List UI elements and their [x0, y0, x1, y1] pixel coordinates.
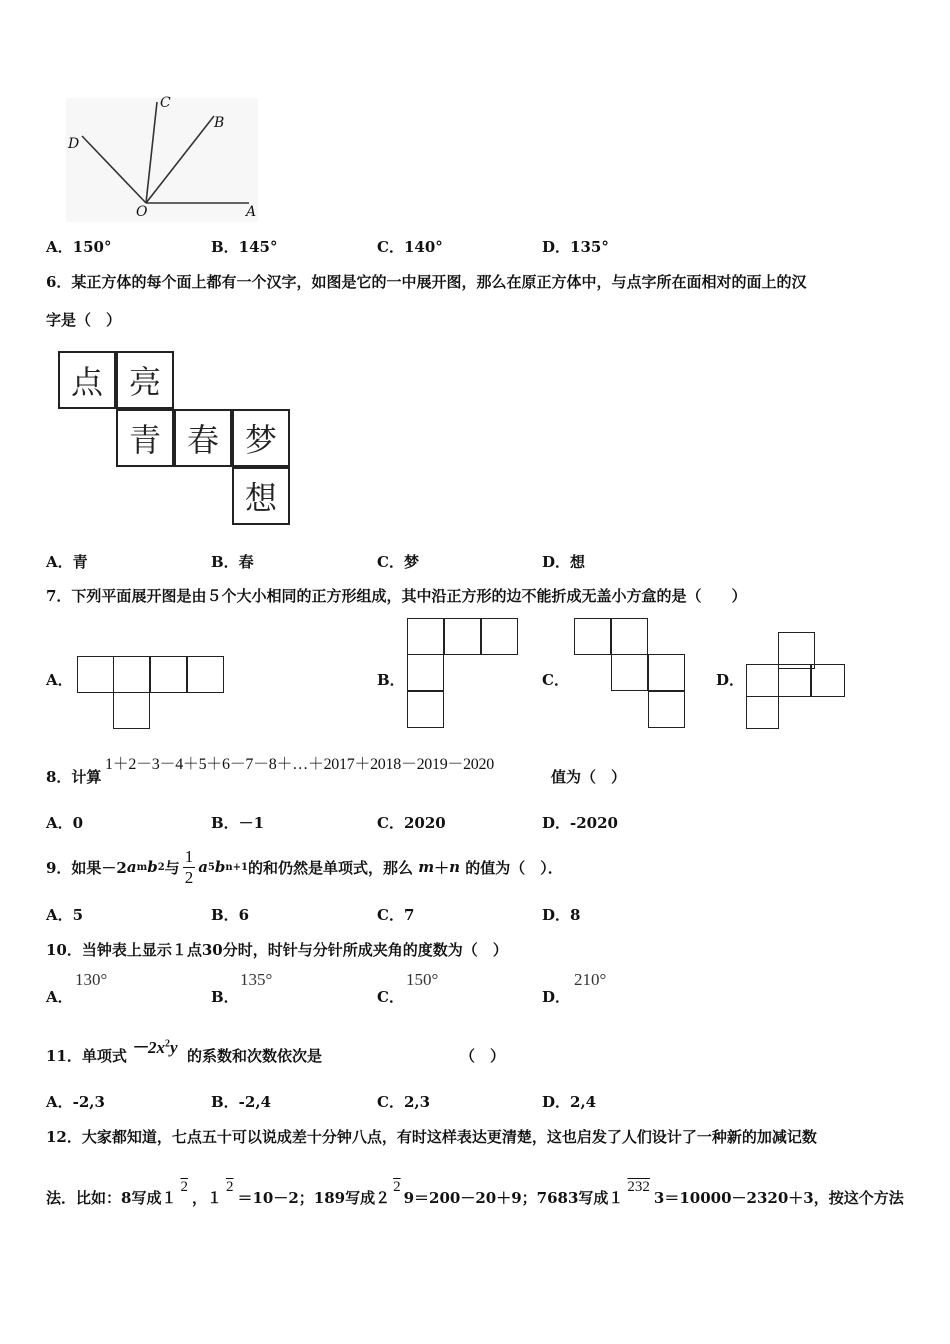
net-square — [407, 654, 444, 691]
net-square — [407, 691, 444, 728]
q11-expr-exp: 2 — [165, 1038, 170, 1050]
q12-bar-digit: 2 — [393, 1179, 401, 1195]
q9-suffix: 的值为（ ）． — [465, 858, 563, 877]
net-square — [187, 656, 224, 693]
q11-suffix: 的系数和次数依次是 — [187, 1047, 323, 1065]
net-square — [611, 654, 648, 691]
q8-expression: 1＋2－3－4＋5＋6－7－8＋…＋2017＋2018－2019－2020 — [105, 756, 494, 773]
q11-expression — [131, 1033, 178, 1058]
net-cell-meng: 梦 — [232, 409, 290, 467]
angle-figure-svg — [66, 98, 258, 222]
q9-question — [46, 845, 563, 889]
q9-var-m: m — [418, 858, 435, 876]
net-square — [574, 618, 611, 655]
q6-text-line1: 6．某正方体的每个面上都有一个汉字，如图是它的一中展开图，那么在原正方体中，与点字所在面相对的面上的汉 — [46, 273, 807, 291]
net-square — [746, 664, 779, 697]
q9-term1-exp: m — [136, 861, 148, 873]
net-square — [444, 618, 481, 655]
net-square — [150, 656, 187, 693]
net-square — [77, 656, 114, 693]
q8-prefix: 8．计算 — [46, 768, 102, 786]
net-square — [481, 618, 518, 655]
q12-bar-digits: 232 — [627, 1179, 650, 1195]
q6-option-d[interactable]: D．想 — [542, 553, 586, 571]
q11-option-c[interactable]: C．2,3 — [377, 1093, 431, 1111]
net-cell-liang: 亮 — [116, 351, 174, 409]
q12-line2 — [46, 1179, 904, 1208]
net-square — [746, 696, 779, 729]
q9-term2: a — [198, 858, 208, 876]
q7-text: 7．下列平面展开图是由５个大小相同的正方形组成，其中沿正方形的边不能折成无盖小方盒的是（ ） — [46, 587, 747, 605]
q12-part-a: 法．比如：8写成１ — [46, 1189, 177, 1207]
q11-option-b[interactable]: B．-2,4 — [211, 1093, 272, 1111]
q11-paren: （ ） — [460, 1047, 506, 1065]
q5-option-d[interactable]: D．135° — [542, 238, 609, 256]
q9-frac-num: 1 — [184, 846, 194, 866]
q12-part-c: ＝10－2；189写成２ — [237, 1189, 391, 1207]
q11-option-d[interactable]: D．2,4 — [542, 1093, 597, 1111]
q8-suffix: 值为（ ） — [551, 768, 627, 786]
q9-term1: a — [126, 858, 137, 876]
net-cell-dian: 点 — [58, 351, 116, 409]
net-cell-xiang: 想 — [232, 467, 290, 525]
net-cell-qing: 青 — [116, 409, 174, 467]
net-square — [778, 664, 811, 697]
q9-frac-den: 2 — [184, 867, 194, 887]
q9-plus: ＋ — [434, 858, 450, 877]
net-square — [407, 618, 444, 655]
q10-option-c-value: 150° — [406, 970, 439, 989]
q12-part-b: ，１ — [191, 1189, 222, 1207]
q9-prefix: 9．如果－2 — [46, 858, 127, 877]
q10-option-a-value: 130° — [75, 970, 108, 989]
q9-fraction — [183, 847, 196, 888]
q9-term1b-exp: 2 — [157, 861, 165, 873]
net-square — [811, 664, 845, 697]
net-square — [611, 618, 648, 655]
q8-option-b[interactable]: B．－1 — [211, 814, 265, 832]
q12-part-e: 3＝10000－2320＋3，按这个方法 — [653, 1189, 904, 1207]
angle-figure — [66, 95, 258, 222]
q10-option-d-label[interactable]: D． — [542, 988, 571, 1006]
label-b: B — [214, 115, 225, 131]
q9-mid: 的和仍然是单项式，那么 — [248, 858, 414, 877]
q6-text-line2: 字是（ ） — [46, 311, 122, 329]
q7-option-b-label[interactable]: B． — [377, 671, 405, 689]
q12-bar-digit: 2 — [180, 1179, 188, 1195]
q7-option-d-label[interactable]: D． — [716, 671, 745, 689]
q9-option-a[interactable]: A．5 — [46, 906, 84, 924]
label-a: A — [246, 204, 257, 220]
q9-term1b: b — [147, 858, 158, 876]
q10-option-b-value: 135° — [240, 970, 273, 989]
q5-option-a[interactable]: A．150° — [46, 238, 112, 256]
label-c: C — [160, 95, 171, 111]
q10-option-b-label[interactable]: B． — [211, 988, 239, 1006]
q11-prefix: 11．单项式 — [46, 1047, 127, 1065]
q10-text: 10．当钟表上显示１点30分时，时针与分针所成夹角的度数为（ ） — [46, 941, 508, 959]
net-cell-chun: 春 — [174, 409, 232, 467]
net-square — [648, 654, 685, 691]
q9-option-d[interactable]: D．8 — [542, 906, 581, 924]
q11-option-a[interactable]: A．-2,3 — [46, 1093, 105, 1111]
q7-option-a-label[interactable]: A． — [46, 671, 73, 689]
q6-option-b[interactable]: B．春 — [211, 553, 254, 571]
q12-line1: 12．大家都知道，七点五十可以说成差十分钟八点，有时这样表达更清楚，这也启发了人们设计了一种新的加减记数 — [46, 1128, 817, 1146]
q10-option-c-label[interactable]: C． — [377, 988, 404, 1006]
net-square — [648, 691, 685, 728]
q9-term2b: b — [214, 858, 226, 876]
q9-option-c[interactable]: C．7 — [377, 906, 415, 924]
q5-option-b[interactable]: B．145° — [211, 238, 278, 256]
q6-option-a[interactable]: A．青 — [46, 553, 88, 571]
q9-term2b-exp: n+1 — [225, 861, 248, 873]
q12-part-d: 9＝200－20＋9；7683写成１ — [403, 1189, 624, 1207]
q5-option-c[interactable]: C．140° — [377, 238, 443, 256]
q9-join: 与 — [164, 858, 180, 877]
q11-expr: －2x — [131, 1038, 165, 1057]
q9-var-n: n — [449, 858, 461, 876]
label-o: O — [136, 204, 148, 220]
q10-option-d-value: 210° — [574, 970, 607, 989]
q9-term2-exp: 5 — [207, 861, 215, 873]
q6-option-c[interactable]: C．梦 — [377, 553, 419, 571]
label-d: D — [68, 136, 80, 152]
q12-bar-digit: 2 — [225, 1179, 234, 1195]
q8-option-d[interactable]: D．-2020 — [542, 814, 618, 832]
net-square — [113, 692, 150, 729]
net-square — [113, 656, 150, 693]
q8-option-c[interactable]: C．2020 — [377, 814, 446, 832]
q9-option-b[interactable]: B．6 — [211, 906, 250, 924]
q7-option-c-label[interactable]: C． — [542, 671, 569, 689]
q8-option-a[interactable]: A．0 — [46, 814, 84, 832]
q11-expr-tail: y — [170, 1038, 178, 1057]
q10-option-a-label[interactable]: A． — [46, 988, 73, 1006]
